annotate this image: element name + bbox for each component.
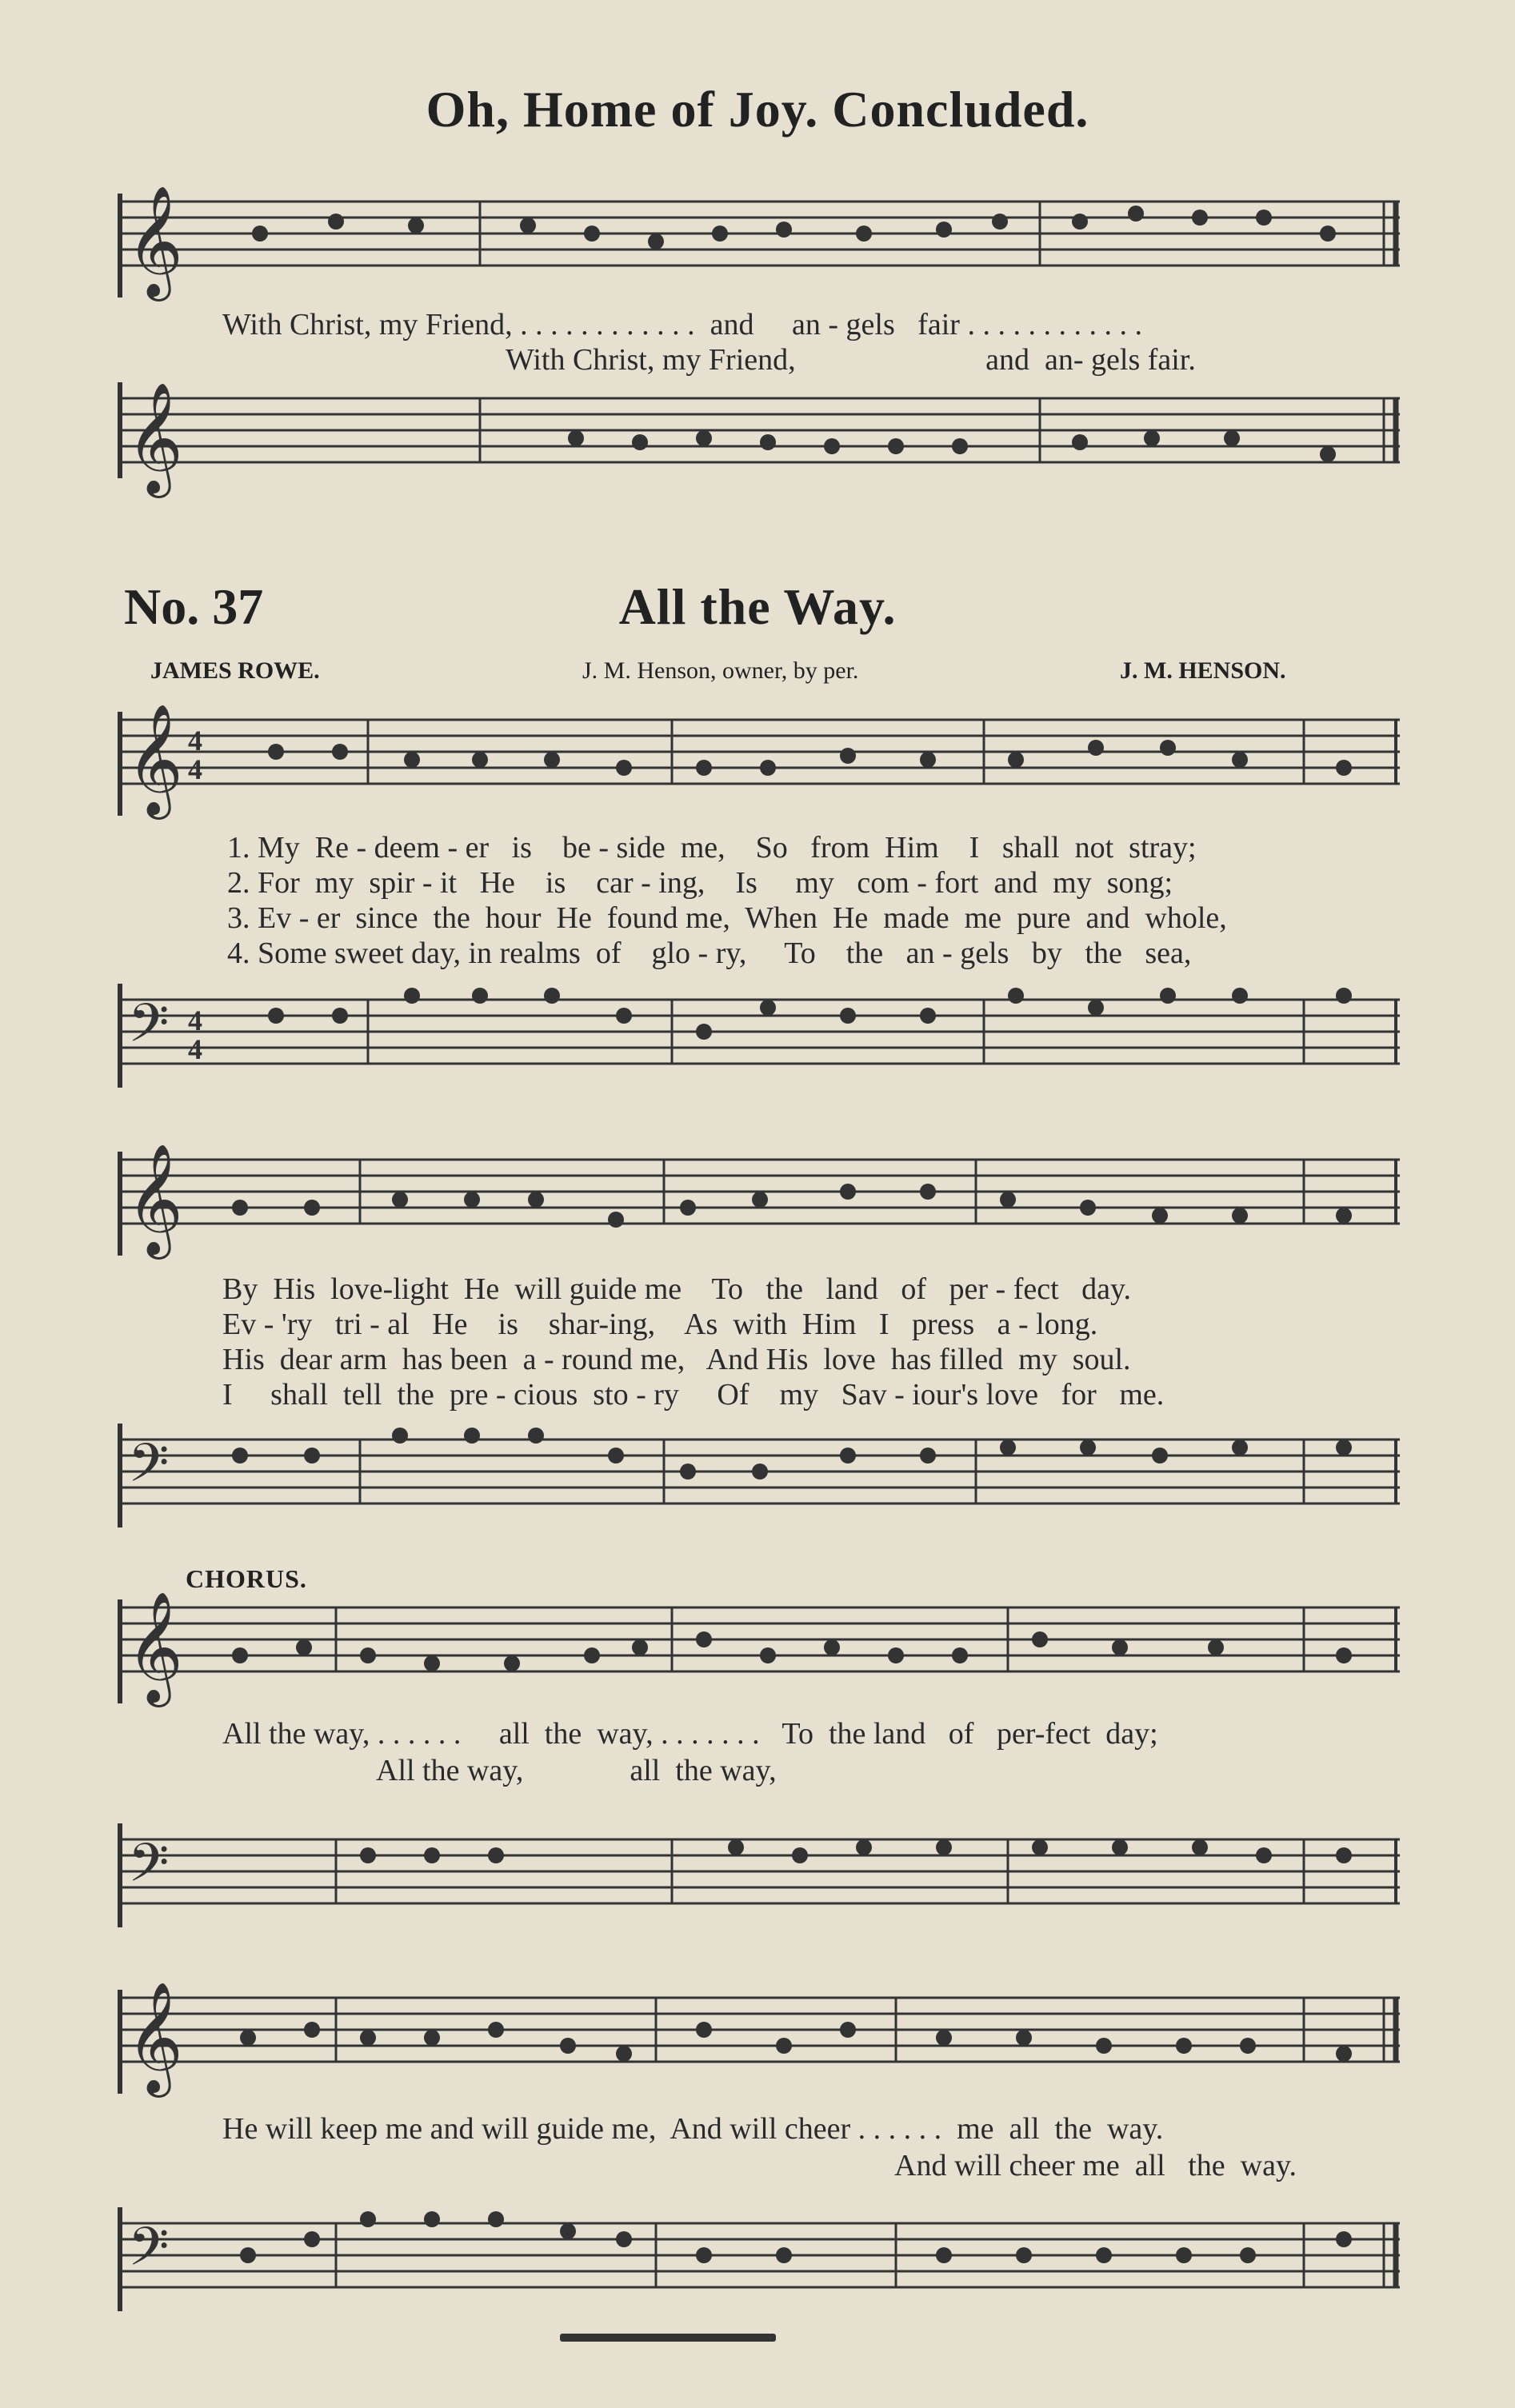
top-lower-staff <box>96 382 1408 502</box>
song-title: All the Way. <box>618 578 897 635</box>
chorus1-treble-staff <box>96 1591 1408 1711</box>
svg-text:𝄢: 𝄢 <box>128 1436 170 1506</box>
svg-text:𝄢: 𝄢 <box>128 996 170 1066</box>
verse2-line-4: I shall tell the pre - cious sto - ry Of my Sav - iour's love for me. <box>222 1378 1165 1412</box>
chorus2-treble-staff <box>96 1982 1408 2102</box>
svg-text:𝄞: 𝄞 <box>126 385 183 491</box>
svg-text:4: 4 <box>188 1004 202 1036</box>
svg-text:𝄞: 𝄞 <box>126 1594 183 1700</box>
verse2-treble-staff <box>96 1144 1408 1264</box>
verse1-line-4: 4. Some sweet day, in realms of glo - ry, To the an - gels by the sea, <box>227 936 1192 970</box>
top-lyric-line-2: With Christ, my Friend, and an- gels fair. <box>506 343 1196 377</box>
top-lyric-line-1: With Christ, my Friend, . . . . . . . . . . . . and an - gels fair . . . . . . . . . . . . <box>222 308 1142 341</box>
chorus1-bass-staff <box>96 1823 1408 1943</box>
svg-text:𝄢: 𝄢 <box>128 2219 170 2290</box>
chorus-label: CHORUS. <box>186 1564 307 1593</box>
svg-text:4: 4 <box>188 753 202 785</box>
verse2-line-2: Ev - 'ry tri - al He is shar-ing, As with Him I press a - long. <box>222 1308 1098 1341</box>
verse2-line-3: His dear arm has been a - round me, And His love has filled my soul. <box>222 1343 1131 1376</box>
svg-text:𝄞: 𝄞 <box>126 186 183 297</box>
continued-song-title: Oh, Home of Joy. Concluded. <box>426 81 1089 138</box>
verse1-treble-staff <box>96 704 1408 824</box>
composer-credit: J. M. HENSON. <box>1120 657 1286 684</box>
song-number: No. 37 <box>124 578 264 635</box>
verse1-line-2: 2. For my spir - it He is car - ing, Is my com - fort and my song; <box>227 866 1173 900</box>
verse1-line-3: 3. Ev - er since the hour He found me, When He made me pure and whole, <box>227 901 1227 935</box>
chorus-line-2: He will keep me and will guide me, And will cheer . . . . . . me all the way. <box>222 2112 1164 2146</box>
svg-text:4: 4 <box>188 1033 202 1065</box>
svg-text:𝄞: 𝄞 <box>126 1984 183 2091</box>
verse2-line-1: By His love-light He will guide me To the land of per - fect day. <box>222 1272 1132 1306</box>
top-treble-staff <box>96 186 1408 305</box>
svg-text:𝄞: 𝄞 <box>126 706 183 813</box>
lyricist-credit: JAMES ROWE. <box>150 657 320 684</box>
svg-text:𝄞: 𝄞 <box>126 1146 183 1252</box>
copyright-credit: J. M. Henson, owner, by per. <box>582 657 859 684</box>
chorus2-bass-staff <box>96 2207 1408 2327</box>
verse1-line-1: 1. My Re - deem - er is be - side me, So from Him I shall not stray; <box>227 831 1197 865</box>
chorus-line-1-alt: All the way, all the way, <box>376 1754 777 1787</box>
svg-text:𝄢: 𝄢 <box>128 1835 170 1906</box>
verse2-bass-staff <box>96 1424 1408 1543</box>
svg-text:4: 4 <box>188 725 202 757</box>
end-rule <box>560 2334 776 2342</box>
chorus-line-1: All the way, . . . . . . all the way, . . . . . . . To the land of per-fect day; <box>222 1717 1158 1751</box>
chorus-line-2-alt: And will cheer me all the way. <box>894 2149 1297 2182</box>
verse1-bass-staff <box>96 984 1408 1104</box>
